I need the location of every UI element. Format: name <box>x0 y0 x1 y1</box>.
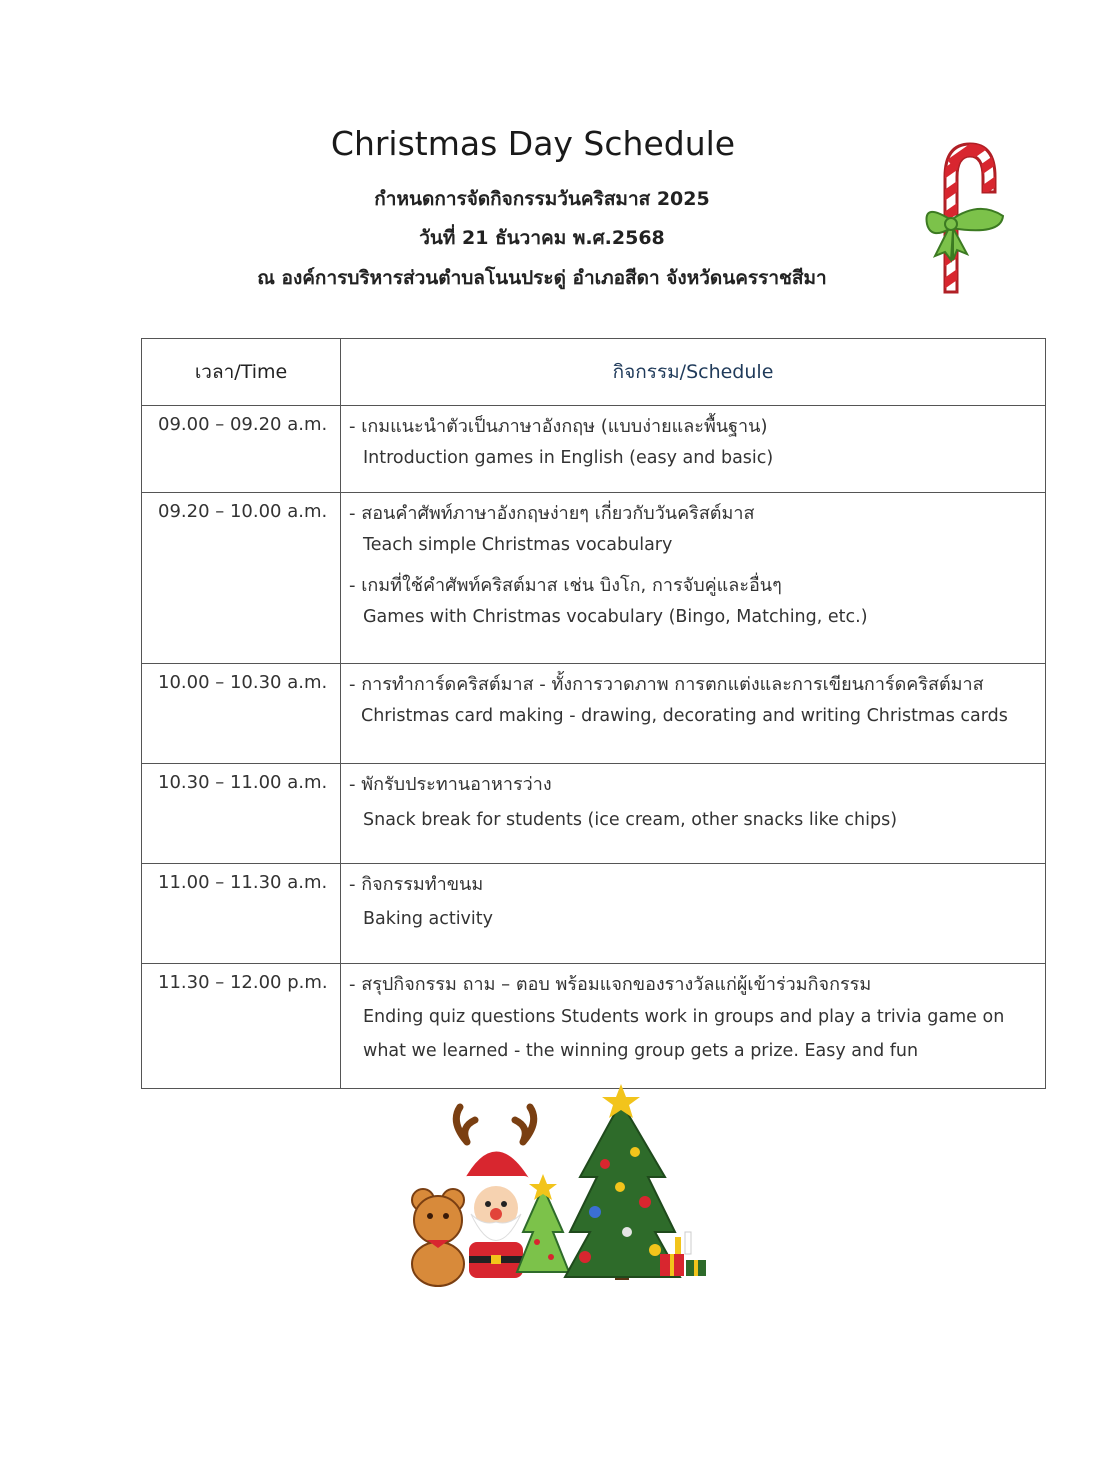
activity-english: Snack break for students (ice cream, other snacks like chips) <box>363 810 898 830</box>
activity-english: Teach simple Christmas vocabulary <box>363 535 673 555</box>
table-row <box>142 493 1046 664</box>
christmas-tree-icon <box>565 1084 706 1280</box>
activity-english: Introduction games in English (easy and basic) <box>363 448 774 468</box>
row-activity <box>341 864 1046 964</box>
col-header-time: เวลา/Time <box>142 339 341 406</box>
row-time: 09.20 – 10.00 a.m. <box>142 493 341 664</box>
row-time: 10.30 – 11.00 a.m. <box>142 764 341 864</box>
col-header-schedule: กิจกรรม/Schedule <box>341 339 1046 406</box>
bow-icon <box>927 209 1004 260</box>
row-time: 09.00 – 09.20 a.m. <box>142 406 341 493</box>
row-time: 10.00 – 10.30 a.m. <box>142 664 341 764</box>
activity-thai: - การทำการ์ดคริสต์มาส - ทั้งการวาดภาพ การตกแต่งและการเขียนการ์ดคริสต์มาส <box>349 674 984 695</box>
row-activity <box>341 493 1046 664</box>
activity-thai: - พักรับประทานอาหารว่าง <box>349 774 552 795</box>
activity-english: Games with Christmas vocabulary (Bingo, Matching, etc.) <box>363 607 868 627</box>
activity-english-cont: what we learned - the winning group gets a prize. Easy and fun <box>363 1041 919 1061</box>
row-activity <box>341 764 1046 864</box>
row-activity <box>341 664 1046 764</box>
page-title: Christmas Day Schedule <box>330 124 736 163</box>
activity-english: Christmas card making - drawing, decorating and writing Christmas cards <box>361 706 1008 726</box>
schedule-table <box>141 338 1046 1089</box>
activity-thai: - กิจกรรมทำขนม <box>349 874 484 895</box>
table-row <box>142 406 1046 493</box>
table-row <box>142 964 1046 1089</box>
candy-cane-icon <box>905 132 1015 302</box>
activity-english: Ending quiz questions Students work in groups and play a trivia game on <box>363 1007 1005 1027</box>
row-activity <box>341 406 1046 493</box>
gingerbread-bear-icon <box>412 1189 464 1286</box>
event-date: วันที่ 21 ธันวาคม พ.ศ.2568 <box>419 227 665 249</box>
row-activity <box>341 964 1046 1089</box>
activity-english: Baking activity <box>363 909 493 929</box>
subtitle: กำหนดการจัดกิจกรรมวันคริสมาส 2025 <box>374 188 710 210</box>
table-row <box>142 864 1046 964</box>
row-time: 11.00 – 11.30 a.m. <box>142 864 341 964</box>
activity-thai: - สอนคำศัพท์ภาษาอังกฤษง่ายๆ เกี่ยวกับวันคริสต์มาส <box>349 503 755 524</box>
event-location: ณ องค์การบริหารส่วนตำบลโนนประดู่ อำเภอสีดา จังหวัดนครราชสีมา <box>257 267 827 289</box>
christmas-clipart <box>405 1082 735 1292</box>
activity-thai: - เกมแนะนำตัวเป็นภาษาอังกฤษ (แบบง่ายและพื้นฐาน) <box>349 416 768 437</box>
activity-thai: - เกมที่ใช้คำศัพท์คริสต์มาส เช่น บิงโก, การจับคู่และอื่นๆ <box>349 575 782 596</box>
table-row <box>142 664 1046 764</box>
row-time: 11.30 – 12.00 p.m. <box>142 964 341 1089</box>
activity-thai: - สรุปกิจกรรม ถาม – ตอบ พร้อมแจกของรางวัลแก่ผู้เข้าร่วมกิจกรรม <box>349 974 872 995</box>
table-row <box>142 764 1046 864</box>
